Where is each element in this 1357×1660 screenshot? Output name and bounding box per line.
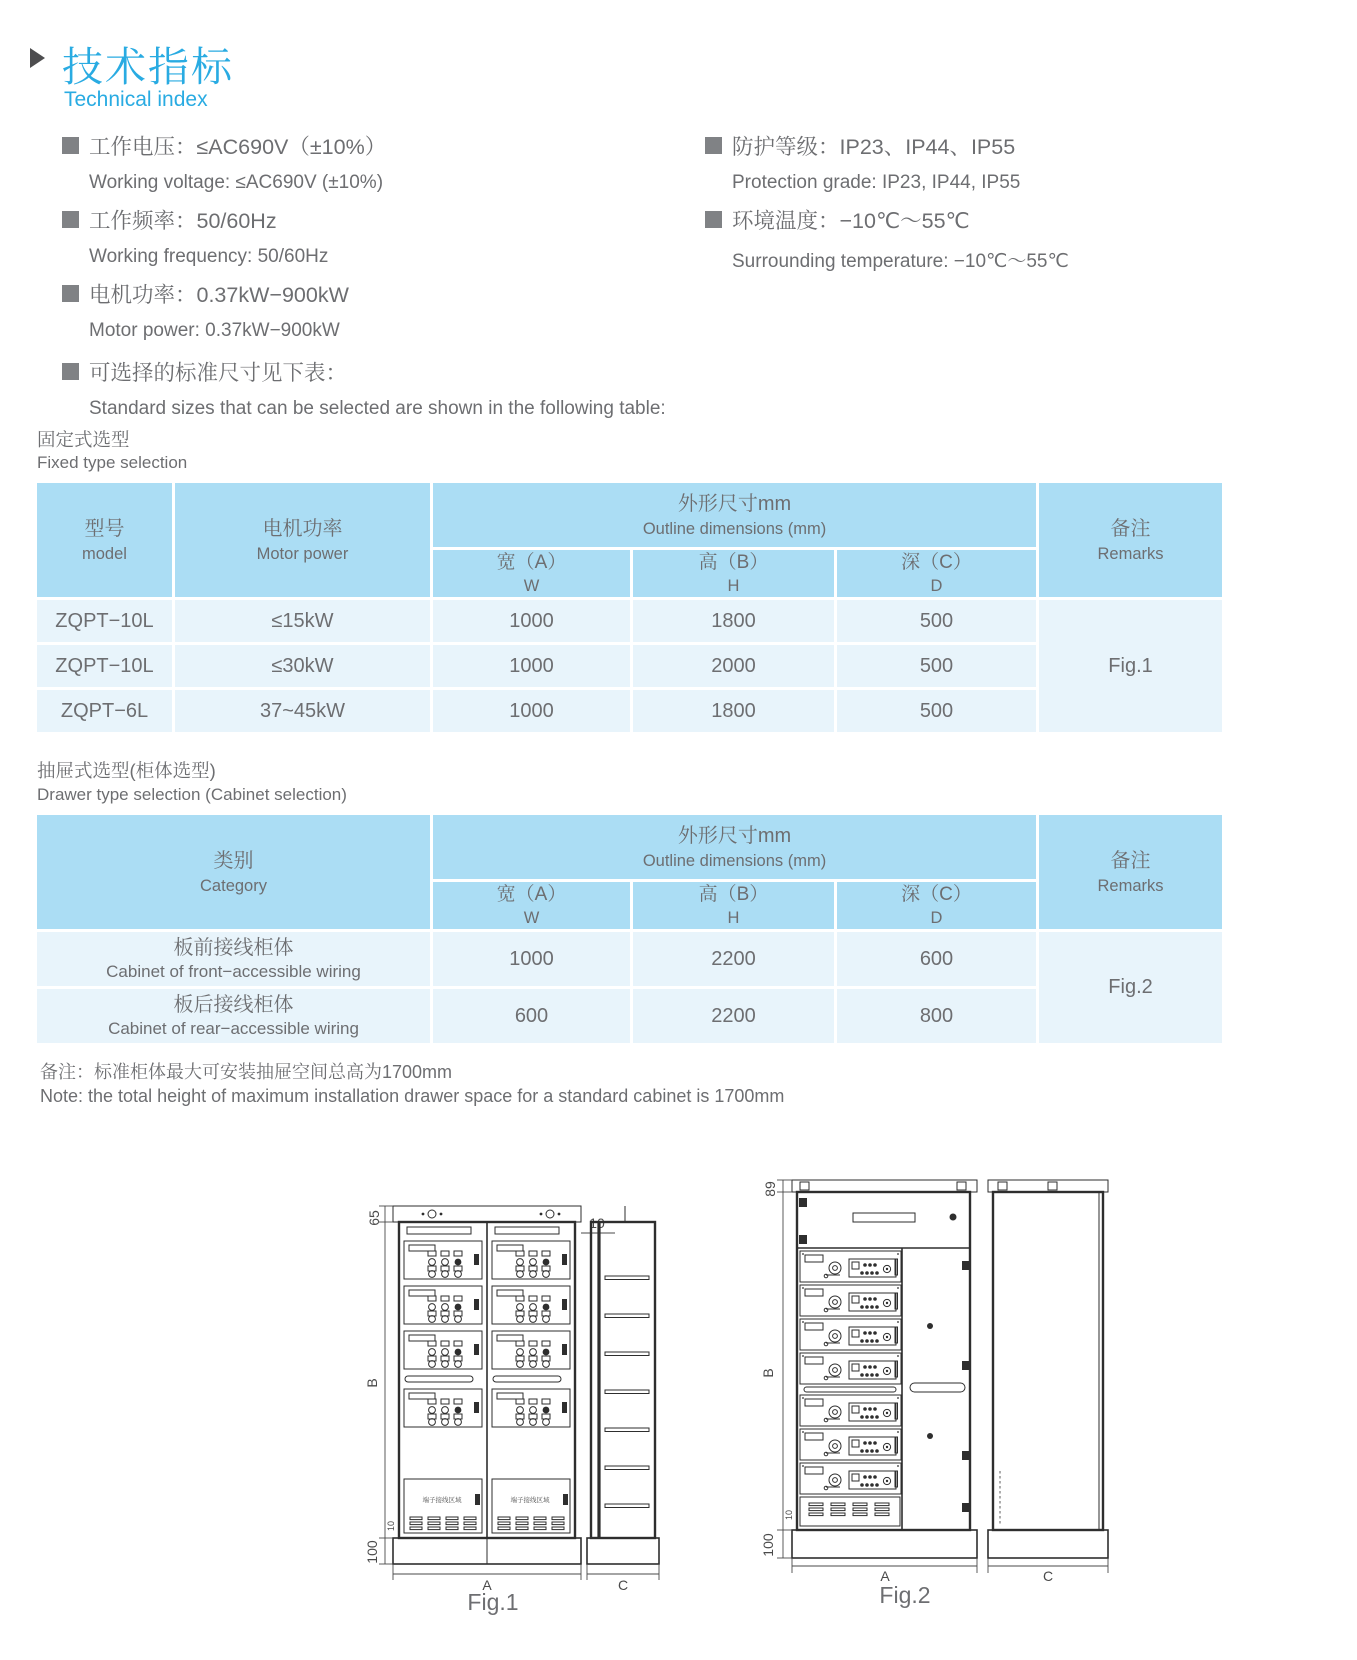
col-header-category: 类别 Category — [37, 815, 430, 929]
cell-height: 2200 — [633, 989, 834, 1043]
drawer-unit — [800, 1463, 901, 1494]
fig1-drawing — [335, 1128, 705, 1628]
drawer-unit — [800, 1251, 901, 1282]
col-header-outline-dimensions: 外形尺寸mm Outline dimensions (mm) — [433, 483, 1036, 547]
cell-model: ZQPT−10L — [37, 645, 172, 687]
drawer-section-title-zh: 抽屉式选型(柜体选型) — [37, 760, 216, 781]
col-header-depth: 深（C） D — [837, 550, 1036, 597]
drawer-unit — [800, 1353, 901, 1384]
drawer-type-table — [34, 812, 1225, 1046]
spec-zh-text: 电机功率：0.37kW−900kW — [89, 283, 349, 307]
cell-height: 1800 — [633, 690, 834, 732]
cell-depth: 500 — [837, 690, 1036, 732]
title-arrow-icon — [30, 48, 45, 68]
table-row — [37, 932, 1222, 986]
spec-protection-grade — [705, 130, 1020, 194]
terminal-area-label: 端子接线区域 — [422, 1497, 462, 1504]
fig1-dim-C: C — [617, 1577, 629, 1593]
fig1-front-view — [393, 1206, 581, 1564]
fixed-type-table — [34, 480, 1225, 735]
square-bullet-icon — [62, 137, 79, 154]
col-header-depth: 深（C） D — [837, 882, 1036, 929]
note-en: Note: the total height of maximum installation drawer space for a standard cabinet is 1700mm — [40, 1086, 785, 1106]
cell-power: ≤15kW — [175, 600, 430, 642]
square-bullet-icon — [62, 285, 79, 302]
spec-surrounding-temperature — [705, 204, 1069, 273]
fig2-drawing — [705, 1093, 1135, 1623]
cell-depth: 600 — [837, 932, 1036, 986]
col-header-motor-power: 电机功率 Motor power — [175, 483, 430, 597]
square-bullet-icon — [705, 137, 722, 154]
terminal-compartment — [492, 1479, 570, 1533]
square-bullet-icon — [705, 211, 722, 228]
compartment — [492, 1241, 570, 1279]
fig2-front-view — [792, 1180, 977, 1558]
fig2-dim-B: B — [760, 1368, 776, 1378]
fig1-dim-10-small: 10 — [386, 1520, 396, 1532]
compartment — [404, 1331, 482, 1369]
cell-remark: Fig.1 — [1039, 600, 1222, 732]
spec-zh-text: 工作电压：≤AC690V（±10%） — [89, 135, 387, 159]
cell-width: 1000 — [433, 690, 630, 732]
fig2-dim-100: 100 — [760, 1533, 776, 1557]
col-header-height: 高（B） H — [633, 882, 834, 929]
drawer-unit — [800, 1395, 901, 1426]
cell-height: 2200 — [633, 932, 834, 986]
spec-en-text: Working frequency: 50/60Hz — [89, 246, 329, 267]
cell-depth: 500 — [837, 645, 1036, 687]
spec-working-voltage — [62, 130, 386, 194]
fig2-dim-A: A — [880, 1568, 890, 1584]
fig1-side-view — [587, 1206, 659, 1593]
fig2-vents — [809, 1503, 889, 1516]
col-header-width: 宽（A） W — [433, 550, 630, 597]
cell-model: ZQPT−10L — [37, 600, 172, 642]
spec-zh-text: 可选择的标准尺寸见下表： — [89, 361, 348, 385]
drawer-unit — [800, 1429, 901, 1460]
fig2-side-view — [988, 1180, 1108, 1584]
terminal-area-label: 端子接线区域 — [510, 1497, 550, 1504]
square-bullet-icon — [62, 211, 79, 228]
col-header-outline-dimensions: 外形尺寸mm Outline dimensions (mm) — [433, 815, 1036, 879]
fig2-caption: Fig.2 — [879, 1582, 931, 1608]
drawer-unit — [800, 1319, 901, 1350]
table-row — [37, 600, 1222, 642]
fixed-section-title-en: Fixed type selection — [37, 453, 188, 472]
fig2-dim-89: 89 — [762, 1181, 778, 1197]
fig2-dim-C: C — [1042, 1568, 1054, 1584]
compartment — [492, 1286, 570, 1324]
spec-zh-text: 工作频率：50/60Hz — [89, 209, 277, 233]
square-bullet-icon — [62, 363, 79, 380]
fig1-dimensions — [364, 1206, 615, 1593]
compartment — [404, 1389, 482, 1427]
spec-zh-text: 防护等级：IP23、IP44、IP55 — [732, 135, 1016, 159]
drawer-unit — [800, 1285, 901, 1316]
fig2-dimensions — [760, 1180, 977, 1584]
spec-en-text: Standard sizes that can be selected are shown in the following table: — [89, 398, 666, 419]
cell-depth: 500 — [837, 600, 1036, 642]
spec-working-frequency — [62, 204, 328, 268]
col-header-width: 宽（A） W — [433, 882, 630, 929]
cell-width: 1000 — [433, 932, 630, 986]
drawer-section-title-en: Drawer type selection (Cabinet selection) — [37, 785, 347, 804]
spec-motor-power — [62, 278, 349, 342]
cell-height: 2000 — [633, 645, 834, 687]
cell-width: 1000 — [433, 645, 630, 687]
cell-height: 1800 — [633, 600, 834, 642]
fig1-caption: Fig.1 — [467, 1589, 519, 1615]
col-header-height: 高（B） H — [633, 550, 834, 597]
cell-model: ZQPT−6L — [37, 690, 172, 732]
fig1-dim-10-top: 10 — [589, 1215, 605, 1231]
fig1-dim-A: A — [482, 1577, 492, 1593]
terminal-compartment — [404, 1479, 482, 1533]
fig1-dim-65: 65 — [366, 1210, 382, 1226]
cell-power: 37~45kW — [175, 690, 430, 732]
page-title: 技术指标 — [62, 44, 234, 90]
cell-power: ≤30kW — [175, 645, 430, 687]
fig2-dim-10-small: 10 — [784, 1509, 794, 1521]
cell-width: 600 — [433, 989, 630, 1043]
note-zh: 备注：标准柜体最大可安装抽屉空间总高为1700mm — [40, 1062, 453, 1082]
cell-remark: Fig.2 — [1039, 932, 1222, 1043]
page-subtitle: Technical index — [64, 88, 208, 111]
spec-en-text: Motor power: 0.37kW−900kW — [89, 320, 340, 341]
compartment — [404, 1286, 482, 1324]
compartment — [492, 1331, 570, 1369]
col-header-remarks: 备注 Remarks — [1039, 483, 1222, 597]
col-header-model: 型号 model — [37, 483, 172, 597]
spec-zh-text: 环境温度：−10℃～55℃ — [732, 209, 970, 233]
spec-en-text: Surrounding temperature: −10℃～55℃ — [732, 251, 1069, 272]
spec-en-text: Working voltage: ≤AC690V (±10%) — [89, 172, 384, 193]
cell-width: 1000 — [433, 600, 630, 642]
fig1-dim-100: 100 — [364, 1540, 380, 1564]
compartment — [492, 1389, 570, 1427]
cell-depth: 800 — [837, 989, 1036, 1043]
spec-standard-sizes-intro — [62, 356, 666, 420]
fig1-dim-B: B — [364, 1378, 380, 1388]
cell-category: 板后接线柜体 Cabinet of rear−accessible wiring — [37, 989, 430, 1043]
fixed-section-title-zh: 固定式选型 — [37, 429, 130, 450]
spec-en-text: Protection grade: IP23, IP44, IP55 — [732, 172, 1021, 193]
col-header-remarks: 备注 Remarks — [1039, 815, 1222, 929]
cell-category: 板前接线柜体 Cabinet of front−accessible wiring — [37, 932, 430, 986]
compartment — [404, 1241, 482, 1279]
